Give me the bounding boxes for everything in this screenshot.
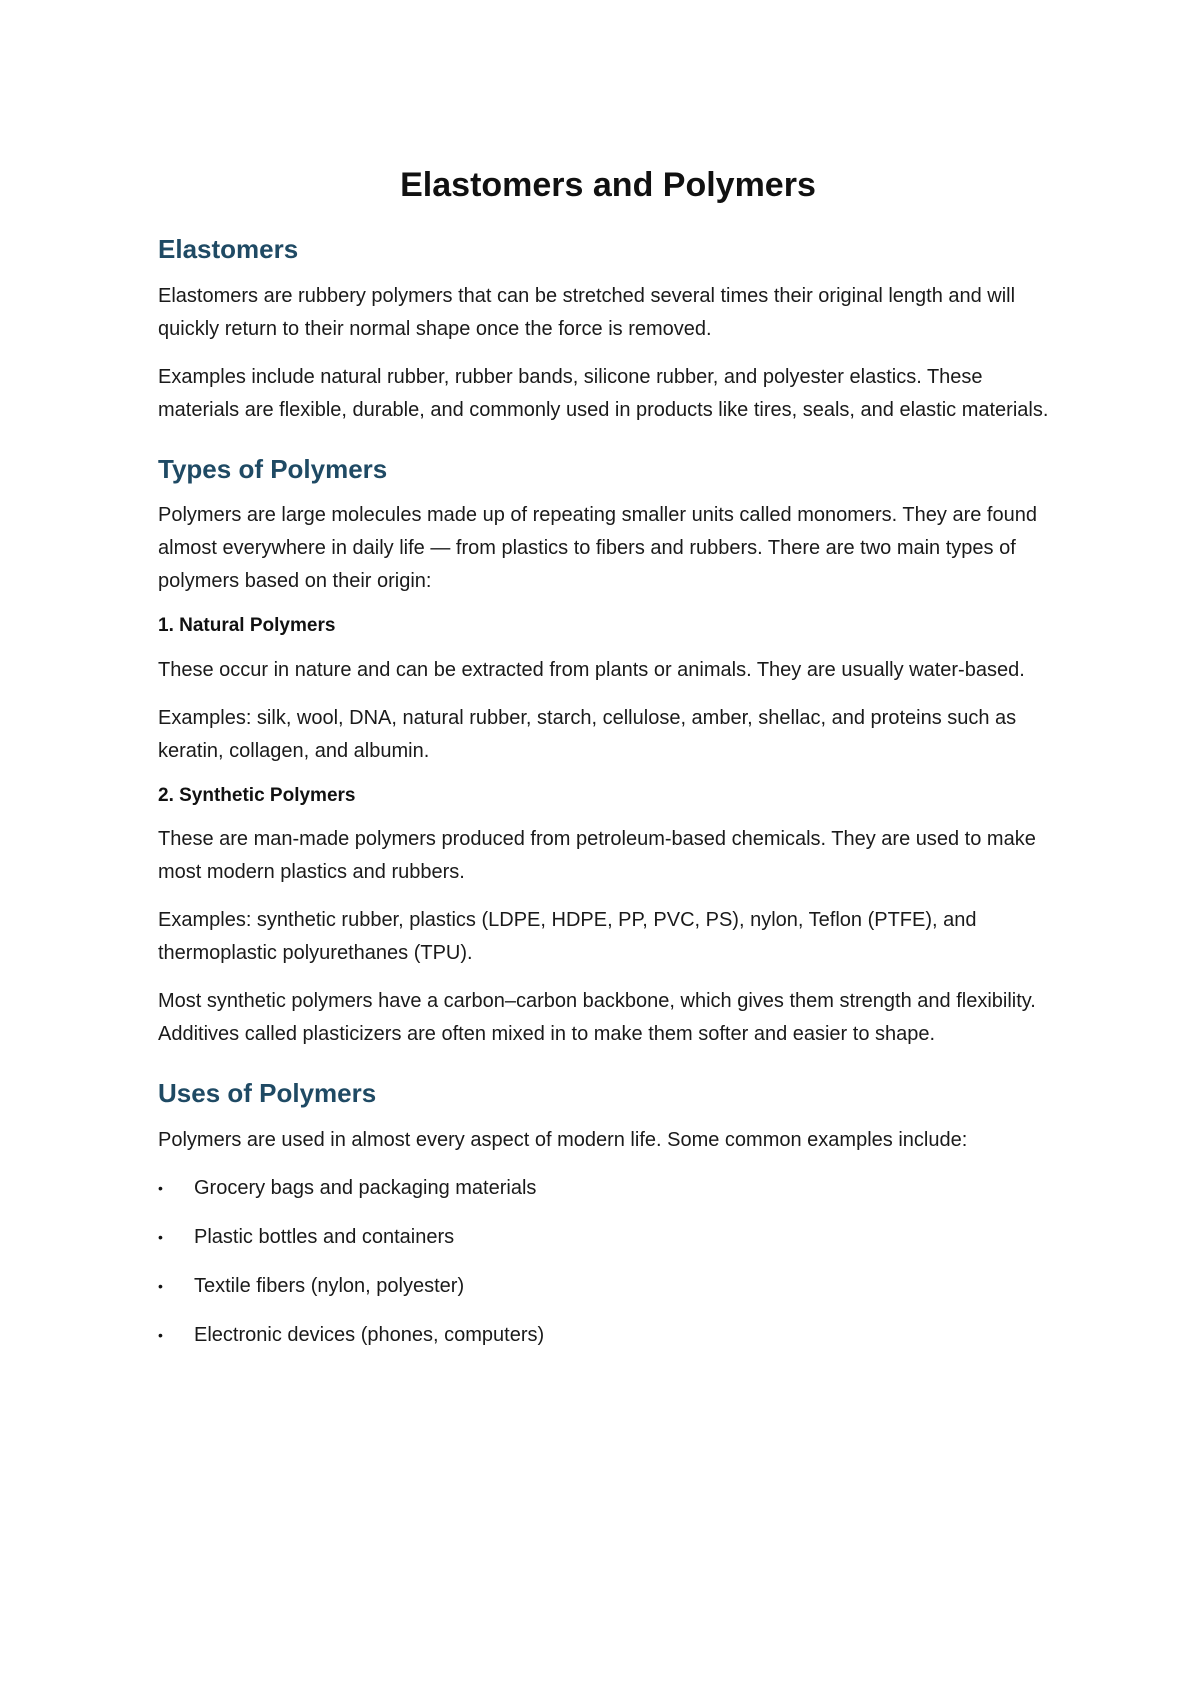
heading-types-of-polymers: Types of Polymers <box>158 453 388 484</box>
paragraph-elastomers-examples: Examples include natural rubber, rubber bands, silicone rubber, and polyester elastics. These materials are flexible, durable, and commonly used in products like tires, seals, and elastic materials. <box>158 365 1049 421</box>
paragraph-types-intro: Polymers are large molecules made up of repeating smaller units called monomers. They are found almost everywhere in daily life — from plastics to fibers and rubbers. There are two main types of polymers based on their origin: <box>158 504 1037 593</box>
paragraph-natural-examples: Examples: silk, wool, DNA, natural rubber, starch, cellulose, amber, shellac, and proteins such as keratin, collagen, and albumin. <box>158 706 1017 762</box>
bullet-icon: • <box>158 1228 163 1245</box>
paragraph-uses-intro: Polymers are used in almost every aspect of modern life. Some common examples include: <box>158 1128 968 1151</box>
list-item <box>158 1221 1058 1254</box>
page-title: Elastomers and Polymers <box>400 166 816 204</box>
list-item <box>158 1270 1058 1303</box>
paragraph-natural-description: These occur in nature and can be extracted from plants or animals. They are usually water-based. <box>158 658 1025 681</box>
paragraph-synthetic-backbone: Most synthetic polymers have a carbon–carbon backbone, which gives them strength and flexibility. Additives called plasticizers are often mixed in to make them softer and easier to shape. <box>158 990 1036 1046</box>
list-item-text: Grocery bags and packaging materials <box>194 1176 537 1199</box>
list-item-text: Electronic devices (phones, computers) <box>194 1323 545 1346</box>
heading-uses-of-polymers: Uses of Polymers <box>158 1078 377 1109</box>
list-item-text: Textile fibers (nylon, polyester) <box>194 1274 465 1297</box>
paragraph-elastomers-definition: Elastomers are rubbery polymers that can be stretched several times their original length and will quickly return to their normal shape once the force is removed. <box>158 284 1016 340</box>
paragraph-synthetic-description: These are man-made polymers produced from petroleum-based chemicals. They are used to make most modern plastics and rubbers. <box>158 828 1036 884</box>
bullet-icon: • <box>158 1326 163 1343</box>
heading-elastomers: Elastomers <box>158 234 299 265</box>
bullet-icon: • <box>158 1179 163 1196</box>
bullet-icon: • <box>158 1277 163 1294</box>
subheading-synthetic-polymers: 2. Synthetic Polymers <box>158 784 356 806</box>
list-item <box>158 1319 1058 1352</box>
subheading-natural-polymers: 1. Natural Polymers <box>158 615 336 637</box>
uses-list <box>158 1172 1058 1352</box>
paragraph-synthetic-examples: Examples: synthetic rubber, plastics (LDPE, HDPE, PP, PVC, PS), nylon, Teflon (PTFE), and thermoplastic polyurethanes (TPU). <box>158 909 977 965</box>
list-item-text: Plastic bottles and containers <box>194 1225 455 1248</box>
list-item <box>158 1172 1058 1205</box>
document-content <box>158 150 1058 1368</box>
